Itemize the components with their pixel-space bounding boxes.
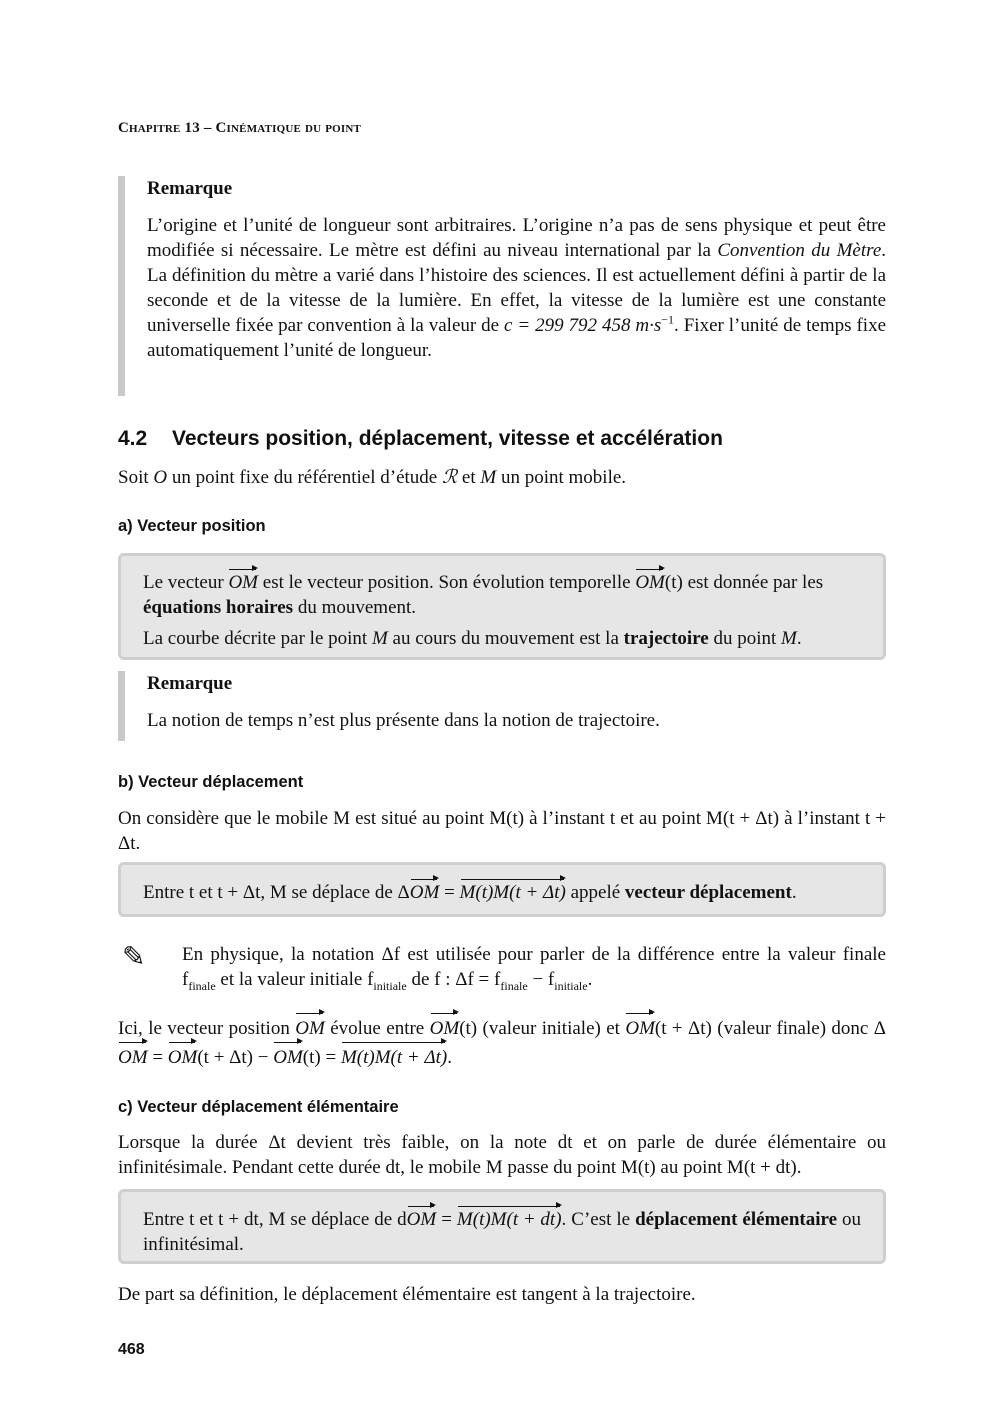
text: Le vecteur — [143, 572, 229, 593]
section-title — [118, 426, 723, 451]
speed-of-light-formula: c = 299 792 458 m·s — [504, 315, 662, 336]
vector-om: OM — [430, 1014, 460, 1043]
remark-block — [118, 671, 886, 741]
text: du point — [708, 628, 782, 649]
definition-box-position — [118, 553, 886, 660]
text: Entre t et t + dt, M se déplace de d — [143, 1209, 407, 1230]
definition-box-elementary — [118, 1189, 886, 1264]
subsection-title-c: c) Vecteur déplacement élémentaire — [118, 1098, 399, 1116]
paragraph: On considère que le mobile M est situé au point M(t) à l’instant t et au point M(t + Δt) à l’instant t + Δt. — [118, 808, 886, 854]
section-title-text: Vecteurs position, déplacement, vitesse et accélération — [172, 427, 723, 450]
vector-om: OM — [168, 1043, 198, 1072]
text: . — [587, 969, 593, 990]
text: un point mobile. — [496, 467, 627, 488]
remark-text-part: L’origine et l’unité de longueur sont arbitraires. L’origine n’a pas de sens physique et peut être modifiée si nécessaire. Le mètre est défini au niveau international par la — [147, 215, 886, 261]
bold-term: vecteur déplacement — [624, 882, 792, 903]
remark-text — [147, 213, 886, 363]
vector-displacement: M(t)M(t + Δt) — [341, 1043, 447, 1072]
box-line — [143, 626, 861, 651]
box-line — [143, 880, 861, 905]
text: Ici, le vecteur position — [118, 1018, 296, 1039]
bold-term: équations horaires — [143, 597, 294, 618]
text: = — [436, 1209, 457, 1230]
subscript: finale — [188, 978, 216, 993]
text: un point fixe du référentiel d’étude — [167, 467, 442, 488]
section-number: 4.2 — [118, 427, 148, 450]
remark-text-part: . Fixer l’unité de temps fixe automatiquement l’unité de longueur. — [147, 315, 886, 361]
vector-om: OM — [273, 1043, 303, 1072]
page-number: 468 — [118, 1341, 145, 1358]
remark-italic: Convention du Mètre — [717, 240, 882, 261]
running-head: Chapitre 13 – Cinématique du point — [118, 120, 362, 136]
bold-term: trajectoire — [623, 628, 709, 649]
remark-text: La notion de temps n’est plus présente dans la notion de trajectoire. — [147, 710, 660, 731]
text: − f — [527, 969, 555, 990]
vector-om: OM — [635, 572, 665, 593]
text: (t + Δt) (valeur finale) donc Δ — [654, 1018, 886, 1039]
text: et la valeur initiale f — [215, 969, 374, 990]
subscript: initiale — [373, 978, 407, 993]
box-line — [143, 1207, 861, 1257]
remark-text-part: . La définition du mètre a varié dans l’histoire des sciences. Il est actuellement défini à partir de la seconde et de la vitesse de la lumière. En effet, la vitesse de la lumière est une constante universelle fixée par convention à la valeur de — [147, 240, 887, 336]
subscript: initiale — [554, 978, 588, 993]
text: . — [447, 1047, 452, 1068]
math: M — [371, 628, 388, 649]
text: appelé — [565, 882, 625, 903]
vector-om: OM — [406, 1209, 437, 1230]
bold-term: déplacement élémentaire — [635, 1209, 838, 1230]
text: Entre t et t + Δt, M se déplace de Δ — [143, 882, 410, 903]
section-intro — [118, 465, 886, 490]
paragraph: Lorsque la durée Δt devient très faible, on la note dt et on parle de durée élémentaire ou infinitésimale. Pendant cette durée dt, le mobile M passe du point M(t) au point M(t + dt). — [118, 1132, 886, 1178]
text: et — [457, 467, 481, 488]
text: . — [796, 628, 802, 649]
text: . C’est le — [561, 1209, 636, 1230]
exponent: −1 — [661, 312, 675, 327]
subsection-title-a: a) Vecteur position — [118, 517, 266, 535]
text: du mouvement. — [293, 597, 417, 618]
text: de f : Δf = f — [406, 969, 501, 990]
vector-om: OM — [295, 1014, 325, 1043]
text: (t) = — [302, 1047, 341, 1068]
text: = — [147, 1047, 168, 1068]
text: (t) (valeur initiale) et — [459, 1018, 626, 1039]
vector-om: OM — [409, 882, 440, 903]
pencil-icon: ✎ — [122, 940, 146, 973]
text: ou infinitésimal. — [143, 1209, 862, 1255]
note-block — [118, 942, 886, 992]
remark-title: Remarque — [147, 178, 233, 199]
paragraph — [118, 1014, 886, 1072]
subsection-title-b: b) Vecteur déplacement — [118, 773, 304, 791]
subscript: finale — [500, 978, 528, 993]
note-text — [182, 942, 886, 992]
text: est donnée par les — [682, 572, 824, 593]
remark-block — [118, 176, 886, 396]
text: au cours du mouvement est la — [387, 628, 624, 649]
text: En physique, la notation Δf est utilisée pour parler de la différence entre la valeur finale f — [182, 944, 886, 990]
text: La courbe décrite par le point — [143, 628, 372, 649]
text: . — [791, 882, 797, 903]
vector-om: OM — [625, 1014, 655, 1043]
math: M — [480, 467, 497, 488]
vector-om: OM — [118, 1043, 148, 1072]
math: ℛ — [441, 467, 458, 488]
paragraph: De part sa définition, le déplacement élémentaire est tangent à la trajectoire. — [118, 1284, 696, 1305]
math: M — [781, 628, 797, 649]
text: = — [439, 882, 460, 903]
text: est le vecteur position. Son évolution temporelle — [258, 572, 636, 593]
vector-elementary-displacement: M(t)M(t + dt) — [456, 1209, 562, 1230]
text: Soit — [118, 467, 154, 488]
vector-om: OM — [228, 572, 259, 593]
text: évolue entre — [324, 1018, 430, 1039]
text: (t) — [664, 572, 683, 593]
text: (t + Δt) − — [197, 1047, 274, 1068]
math: O — [153, 467, 168, 488]
box-line — [143, 570, 861, 620]
definition-box-displacement — [118, 862, 886, 917]
remark-title: Remarque — [147, 673, 233, 694]
vector-displacement: M(t)M(t + Δt) — [459, 882, 566, 903]
